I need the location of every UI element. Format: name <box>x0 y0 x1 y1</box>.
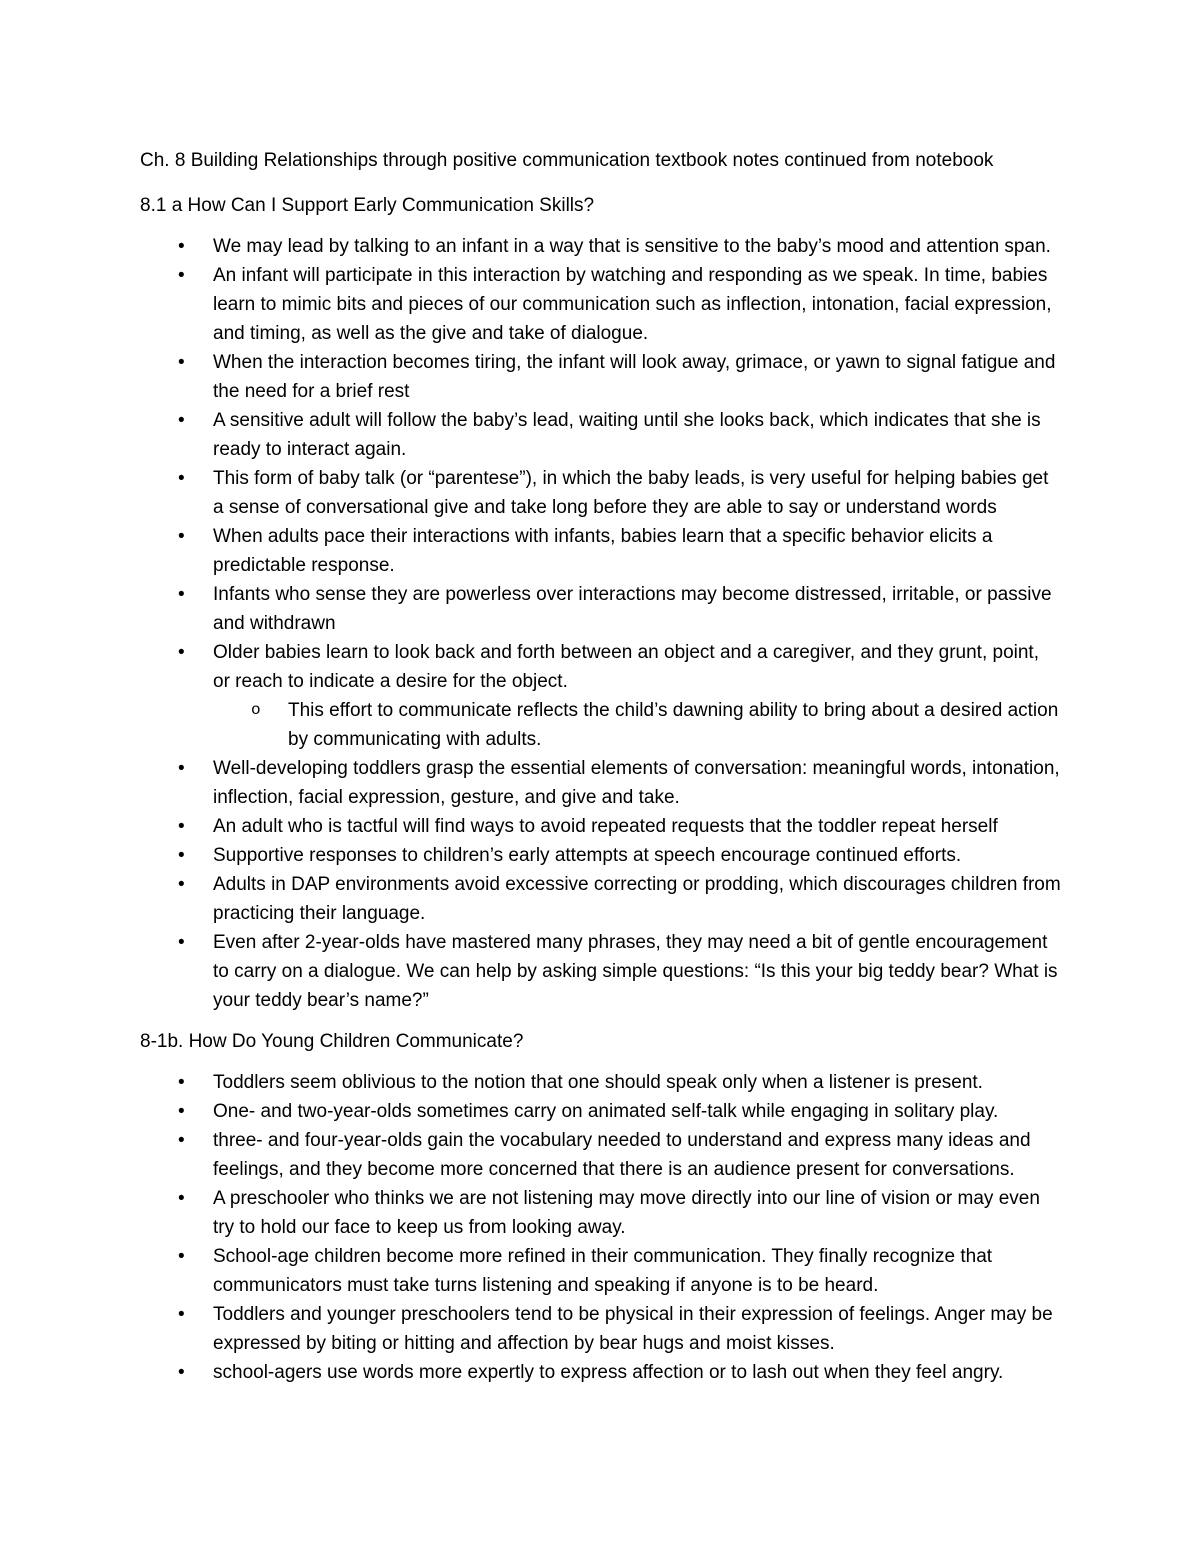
list-item-text: One- and two-year-olds sometimes carry on animated self-talk while engaging in solitary play. <box>213 1101 999 1122</box>
list-item <box>140 928 1061 1015</box>
bullet-icon: • <box>178 845 185 866</box>
list-item-text: When adults pace their interactions with infants, babies learn that a specific behavior elicits a predictable response. <box>213 526 993 576</box>
list-item <box>140 261 1061 348</box>
document-title: Ch. 8 Building Relationships through positive communication textbook notes continued from notebook <box>140 150 994 171</box>
list-item <box>140 870 1061 928</box>
section-heading: 8.1 a How Can I Support Early Communication Skills? <box>140 195 595 216</box>
bullet-icon: • <box>178 816 185 837</box>
list-item-text: This form of baby talk (or “parentese”), in which the baby leads, is very useful for helping babies get a sense of conversational give and take long before they are able to say or understand words <box>213 468 1049 518</box>
list-item-text: Supportive responses to children’s early attempts at speech encourage continued efforts. <box>213 845 962 866</box>
list-item-text: An adult who is tactful will find ways to avoid repeated requests that the toddler repeat herself <box>213 816 998 837</box>
bullet-list <box>140 232 1061 1015</box>
bullet-icon: • <box>178 758 185 779</box>
bullet-icon: • <box>178 236 185 257</box>
list-item <box>140 1358 1061 1387</box>
bullet-icon: • <box>178 1072 185 1093</box>
document-page <box>140 146 1061 1387</box>
list-item <box>140 1097 1061 1126</box>
bullet-icon: • <box>178 265 185 286</box>
list-item-text: An infant will participate in this interaction by watching and responding as we speak. In time, babies learn to mimic bits and pieces of our communication such as inflection, intonation, facial expression, and timing, as well as the give and take of dialogue. <box>213 265 1052 344</box>
bullet-icon: • <box>178 468 185 489</box>
list-item-text: This effort to communicate reflects the child’s dawning ability to bring about a desired action by communicating with adults. <box>288 700 1059 750</box>
list-item <box>140 754 1061 812</box>
section-heading: 8-1b. How Do Young Children Communicate? <box>140 1031 524 1052</box>
list-item <box>140 232 1061 261</box>
list-item-text: Adults in DAP environments avoid excessive correcting or prodding, which discourages children from practicing their language. <box>213 874 1061 924</box>
list-item-text: three- and four-year-olds gain the vocabulary needed to understand and express many ideas and feelings, and they become more concerned that there is an audience present for conversations. <box>213 1130 1031 1180</box>
bullet-icon: • <box>178 1130 185 1151</box>
bullet-list <box>140 1068 1061 1387</box>
list-item <box>140 841 1061 870</box>
list-item-text: Infants who sense they are powerless over interactions may become distressed, irritable, or passive and withdrawn <box>213 584 1052 634</box>
list-item <box>140 580 1061 638</box>
list-item-text: A preschooler who thinks we are not listening may move directly into our line of vision or may even try to hold our face to keep us from looking away. <box>213 1188 1040 1238</box>
bullet-icon: • <box>178 1246 185 1267</box>
bullet-icon: • <box>178 932 185 953</box>
bullet-icon: • <box>178 1101 185 1122</box>
list-item <box>140 812 1061 841</box>
list-item <box>140 1184 1061 1242</box>
bullet-icon: • <box>178 874 185 895</box>
list-item <box>140 1242 1061 1300</box>
list-item-text: Older babies learn to look back and forth between an object and a caregiver, and they grunt, point, or reach to indicate a desire for the object. <box>213 642 1039 692</box>
list-item <box>140 464 1061 522</box>
list-item <box>140 1300 1061 1358</box>
bullet-icon: • <box>178 1304 185 1325</box>
list-item <box>140 406 1061 464</box>
bullet-icon: • <box>178 410 185 431</box>
list-item <box>140 638 1061 696</box>
bullet-icon: • <box>178 1362 185 1383</box>
section-8-1b <box>140 1027 1061 1387</box>
list-item-text: Even after 2-year-olds have mastered many phrases, they may need a bit of gentle encouragement to carry on a dialogue. We can help by asking simple questions: “Is this your big teddy bear? What is your teddy bear’s name?” <box>213 932 1058 1011</box>
list-item-text: A sensitive adult will follow the baby’s lead, waiting until she looks back, which indicates that she is ready to interact again. <box>213 410 1041 460</box>
section-8-1a <box>140 191 1061 1015</box>
sub-bullet-icon: o <box>251 701 261 719</box>
list-item-text: Toddlers seem oblivious to the notion that one should speak only when a listener is present. <box>213 1072 983 1093</box>
list-item-text: School-age children become more refined in their communication. They finally recognize that communicators must take turns listening and speaking if anyone is to be heard. <box>213 1246 993 1296</box>
bullet-icon: • <box>178 584 185 605</box>
bullet-icon: • <box>178 1188 185 1209</box>
list-item <box>140 1126 1061 1184</box>
bullet-icon: • <box>178 352 185 373</box>
list-item <box>140 522 1061 580</box>
bullet-icon: • <box>178 642 185 663</box>
list-item <box>140 1068 1061 1097</box>
list-item-text: Toddlers and younger preschoolers tend to be physical in their expression of feelings. Anger may be expressed by biting or hitting and affection by bear hugs and moist kisses. <box>213 1304 1053 1354</box>
list-item <box>140 348 1061 406</box>
list-item-text: When the interaction becomes tiring, the infant will look away, grimace, or yawn to signal fatigue and the need for a brief rest <box>213 352 1056 402</box>
sub-list-item <box>140 696 1061 754</box>
bullet-icon: • <box>178 526 185 547</box>
list-item-text: school-agers use words more expertly to express affection or to lash out when they feel angry. <box>213 1362 1004 1383</box>
list-item-text: We may lead by talking to an infant in a way that is sensitive to the baby’s mood and attention span. <box>213 236 1051 257</box>
list-item-text: Well-developing toddlers grasp the essential elements of conversation: meaningful words, intonation, inflection, facial expression, gesture, and give and take. <box>213 758 1060 808</box>
